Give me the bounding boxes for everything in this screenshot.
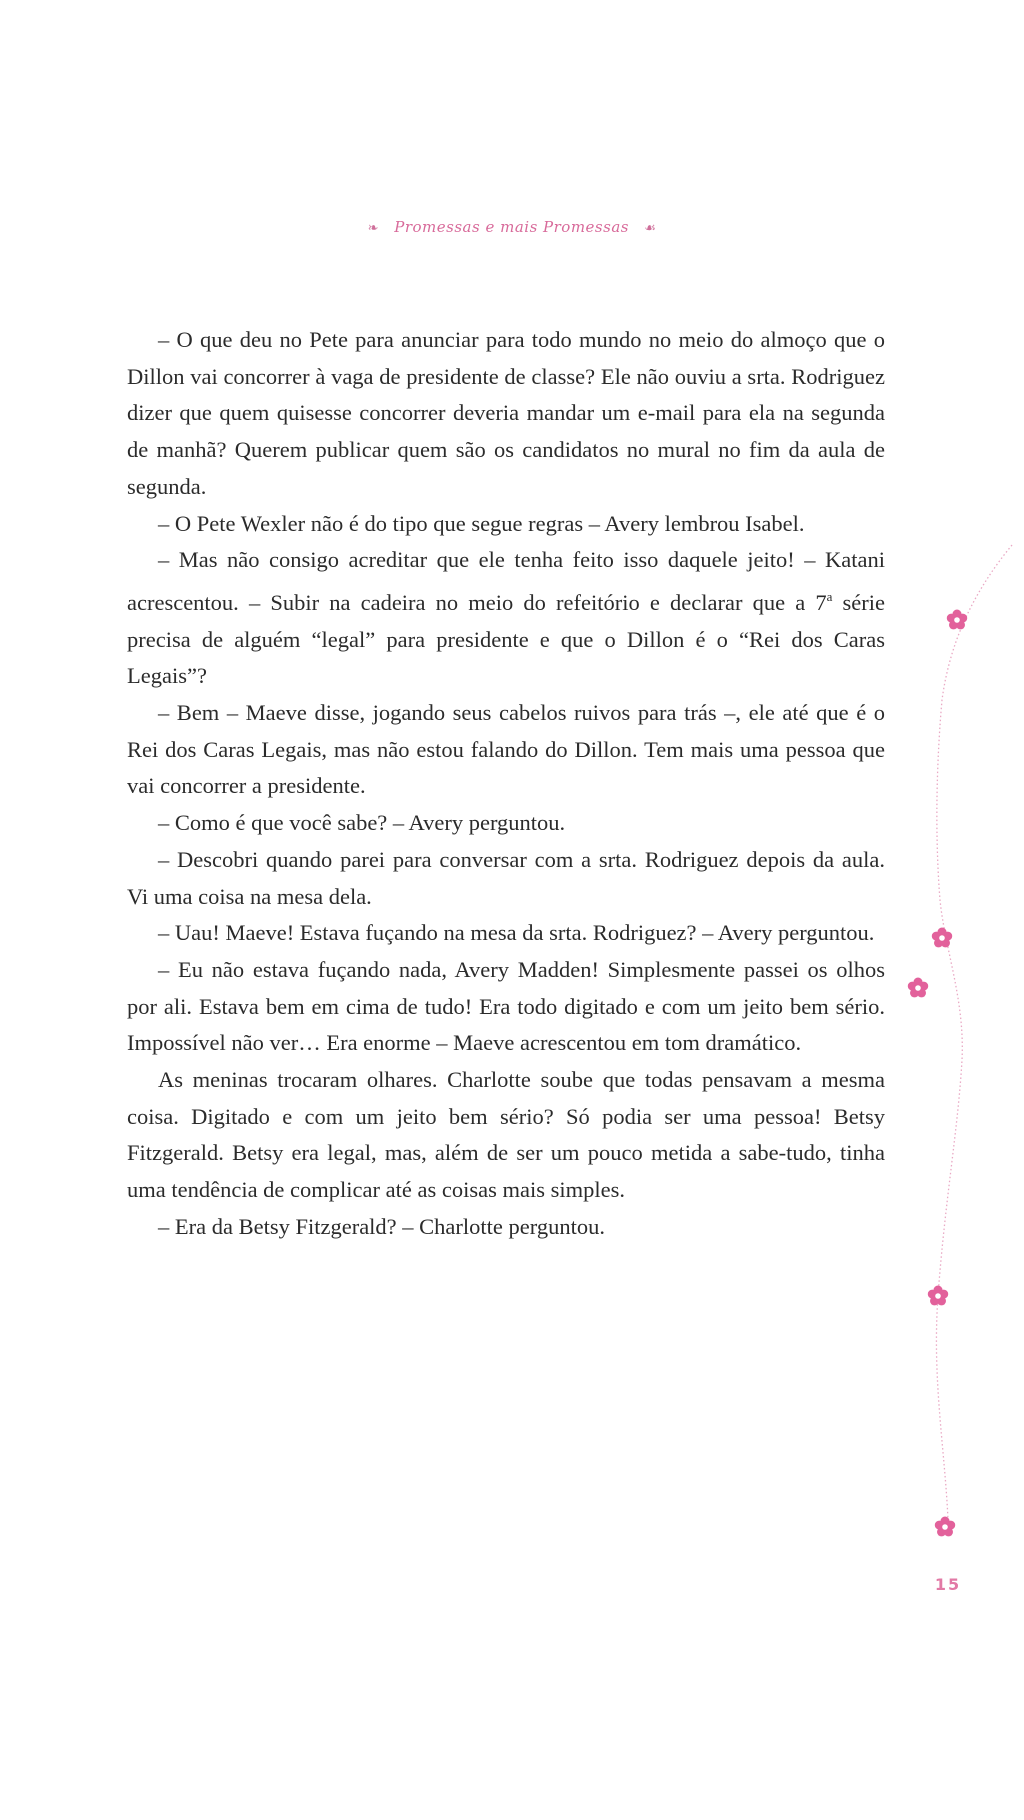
flowers	[908, 610, 967, 1537]
header-ornament-right-icon: ☙	[644, 221, 657, 236]
paragraph: As meninas trocaram olhares. Charlotte soube que todas pensavam a mesma coisa. Digitado e com um jeito bem sério? Só podia ser uma pessoa! Betsy Fitzgerald. Betsy era legal, mas, além de ser um pouco metida a sabe-tudo, tinha uma tendência de complicar até as coisas mais simples.	[127, 1067, 885, 1203]
paragraph: – Como é que você sabe? – Avery perguntou.	[158, 810, 566, 836]
flower-icon	[932, 928, 952, 948]
running-header	[0, 218, 1024, 236]
paragraph: – Bem – Maeve disse, jogando seus cabelos ruivos para trás –, ele até que é o Rei dos Caras Legais, mas não estou falando do Dillon. Tem mais uma pessoa que vai concorrer a presidente.	[127, 700, 885, 799]
paragraph: – O que deu no Pete para anunciar para todo mundo no meio do almoço que o Dillon vai concorrer à vaga de presidente de classe? Ele não ouviu a srta. Rodriguez dizer que quem quisesse concorrer deveria mandar um e-mail para ela na segunda de manhã? Querem publicar quem são os candidatos no mural no fim da aula de segunda.	[127, 327, 885, 499]
ordinal-indicator: a	[826, 588, 833, 604]
paragraph: – Eu não estava fuçando nada, Avery Madden! Simplesmente passei os olhos por ali. Estava bem em cima de tudo! Era todo digitado e com um jeito bem sério. Impossível não ver… Era enorme – Maeve acrescentou em tom dramático.	[127, 956, 885, 1056]
paragraph-text: – Mas não consigo acreditar que ele tenha feito isso daquele jeito! – Katani acrescentou. – Subir na cadeira no meio do refeitório e declarar que a 7	[127, 547, 885, 615]
flower-icon	[947, 610, 967, 630]
vine-stem	[936, 545, 1012, 1520]
page-body	[127, 322, 885, 1246]
flower-icon	[908, 978, 928, 998]
paragraph: – Descobri quando parei para conversar com a srta. Rodriguez depois da aula. Vi uma coisa na mesa dela.	[127, 846, 885, 909]
paragraph: – Uau! Maeve! Estava fuçando na mesa da srta. Rodriguez? – Avery perguntou.	[158, 920, 875, 946]
flower-icon	[935, 1517, 955, 1537]
header-ornament-left-icon: ❧	[367, 221, 379, 236]
book-title: Promessas e mais Promessas	[394, 218, 629, 236]
paragraph-text: série precisa de alguém “legal” para presidente e que o Dillon é o “Rei dos Caras Legais”?	[127, 589, 885, 689]
flower-icon	[928, 1286, 948, 1306]
paragraph: – Era da Betsy Fitzgerald? – Charlotte perguntou.	[158, 1213, 605, 1239]
paragraph	[127, 542, 885, 695]
paragraph: – O Pete Wexler não é do tipo que segue regras – Avery lembrou Isabel.	[158, 510, 805, 536]
page-number: 15	[934, 1575, 962, 1594]
